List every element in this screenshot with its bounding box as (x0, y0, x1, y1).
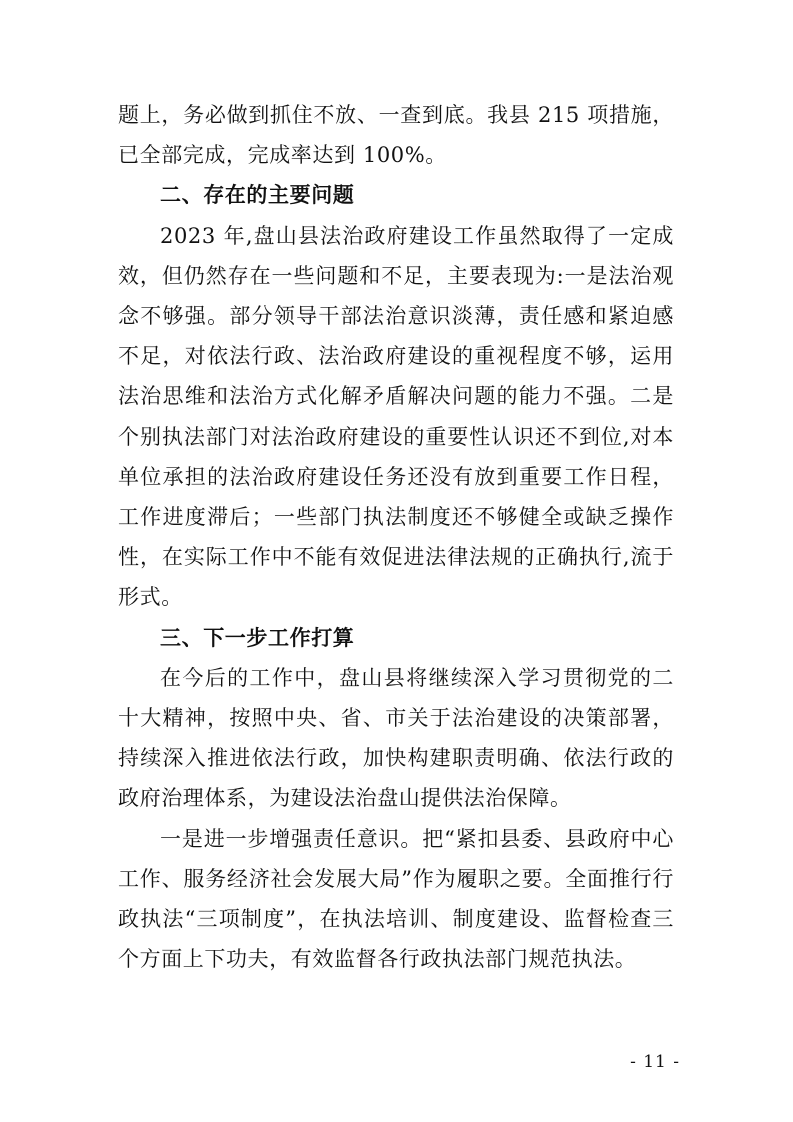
page-number: - 11 - (630, 1052, 680, 1072)
section-heading-next-steps: 三、下一步工作打算 (160, 625, 355, 650)
paragraph-continuation: 题上，务必做到抓住不放、一查到底。我县 215 项措施，已全部完成，完成率达到 100%。 (118, 103, 674, 168)
paragraph-next-steps-intro: 在今后的工作中，盘山县将继续深入学习贯彻党的二十大精神，按照中央、省、市关于法治建设的决策部署，持续深入推进依法行政，加快构建职责明确、依法行政的政府治理体系，为建设法治盘山提供法治保障。 (118, 665, 674, 811)
section-heading-problems: 二、存在的主要问题 (160, 183, 355, 208)
document-body (118, 95, 674, 979)
paragraph-problems: 2023 年,盘山县法治政府建设工作虽然取得了一定成效，但仍然存在一些问题和不足，主要表现为:一是法治观念不够强。部分领导干部法治意识淡薄，责任感和紧迫感不足，对依法行政、法治政府建设的重视程度不够，运用法治思维和法治方式化解矛盾解决问题的能力不强。二是个别执法部门对法治政府建设的重要性认识还不到位,对本单位承担的法治政府建设任务还没有放到重要工作日程，工作进度滞后；一些部门执法制度还不够健全或缺乏操作性，在实际工作中不能有效促进法律法规的正确执行,流于形式。 (118, 223, 674, 610)
paragraph-responsibility: 一是进一步增强责任意识。把“紧扣县委、县政府中心工作、服务经济社会发展大局”作为履职之要。全面推行行政执法“三项制度”，在执法培训、制度建设、监督检查三个方面上下功夫，有效监督各行政执法部门规范执法。 (118, 826, 674, 972)
